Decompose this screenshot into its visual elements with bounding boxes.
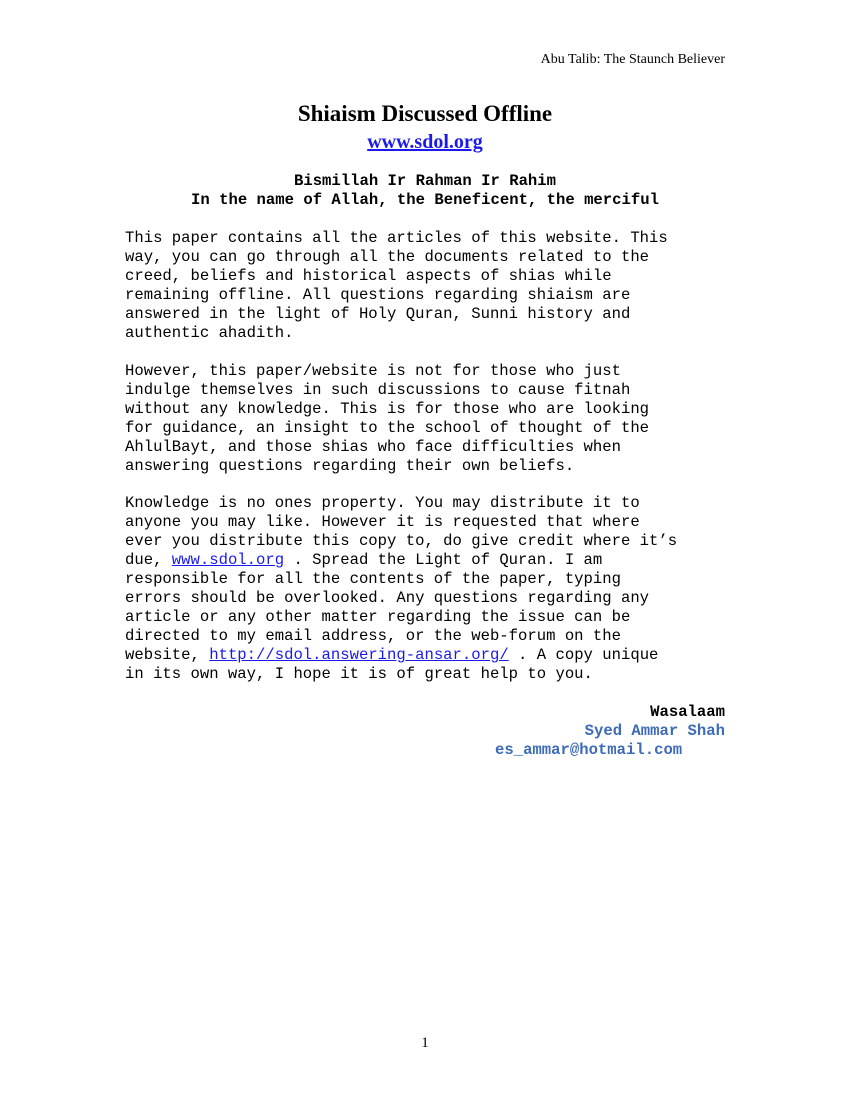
signoff-block [585, 703, 725, 741]
paragraph-line: indulge themselves in such discussions to cause fitnah [125, 381, 631, 399]
paragraph-line: remaining offline. All questions regarding shiaism are [125, 286, 631, 304]
author-name: Syed Ammar Shah [584, 722, 725, 740]
line-text: due, [125, 551, 172, 569]
line-text: . A copy unique [508, 646, 659, 664]
paragraph-line: responsible for all the contents of the paper, typing [125, 570, 621, 588]
paragraph-line: way, you can go through all the documents related to the [125, 248, 650, 266]
paragraph-line: directed to my email address, or the web-forum on the [125, 627, 621, 645]
paragraph-intro [125, 229, 725, 343]
paragraph-line: article or any other matter regarding the issue can be [125, 608, 631, 626]
paragraph-line: for guidance, an insight to the school of thought of the [125, 419, 650, 437]
forum-inline-link[interactable]: http://sdol.answering-ansar.org/ [209, 646, 509, 664]
paragraph-line: authentic ahadith. [125, 324, 294, 342]
site-link[interactable]: www.sdol.org [367, 131, 483, 153]
paragraph-line: creed, beliefs and historical aspects of shias while [125, 267, 612, 285]
bismillah-line: Bismillah Ir Rahman Ir Rahim [293, 172, 557, 190]
paragraph-line: anyone you may like. However it is requested that where [125, 513, 640, 531]
title-block [0, 100, 850, 155]
sdol-inline-link[interactable]: www.sdol.org [171, 551, 285, 569]
paragraph-distribution [125, 494, 725, 684]
paragraph-line: errors should be overlooked. Any questions regarding any [125, 589, 650, 607]
paragraph-line-with-link [125, 551, 725, 570]
paragraph-line: without any knowledge. This is for those who are looking [125, 400, 650, 418]
paragraph-purpose [125, 362, 725, 476]
paragraph-line-with-link [125, 646, 725, 665]
running-header: Abu Talib: The Staunch Believer [540, 52, 725, 67]
line-text: . Spread the Light of Quran. I am [284, 551, 603, 569]
line-text: website, [125, 646, 210, 664]
page-number: 1 [421, 1035, 429, 1051]
closing-salutation: Wasalaam [650, 703, 725, 721]
bismillah-block [0, 172, 850, 210]
paragraph-line: answered in the light of Holy Quran, Sunni history and [125, 305, 631, 323]
paragraph-line: AhlulBayt, and those shias who face difficulties when [125, 438, 621, 456]
document-title: Shiaism Discussed Offline [297, 101, 553, 126]
paragraph-line: ever you distribute this copy to, do give credit where it’s [125, 532, 678, 550]
paragraph-line: This paper contains all the articles of this website. This [125, 229, 668, 247]
paragraph-line: answering questions regarding their own beliefs. [125, 457, 575, 475]
paragraph-line: Knowledge is no ones property. You may distribute it to [125, 494, 640, 512]
paragraph-line: in its own way, I hope it is of great help to you. [125, 665, 593, 683]
paragraph-line: However, this paper/website is not for those who just [125, 362, 621, 380]
author-email[interactable]: es_ammar@hotmail.com [495, 741, 683, 759]
bismillah-translation: In the name of Allah, the Beneficent, the merciful [191, 191, 659, 209]
